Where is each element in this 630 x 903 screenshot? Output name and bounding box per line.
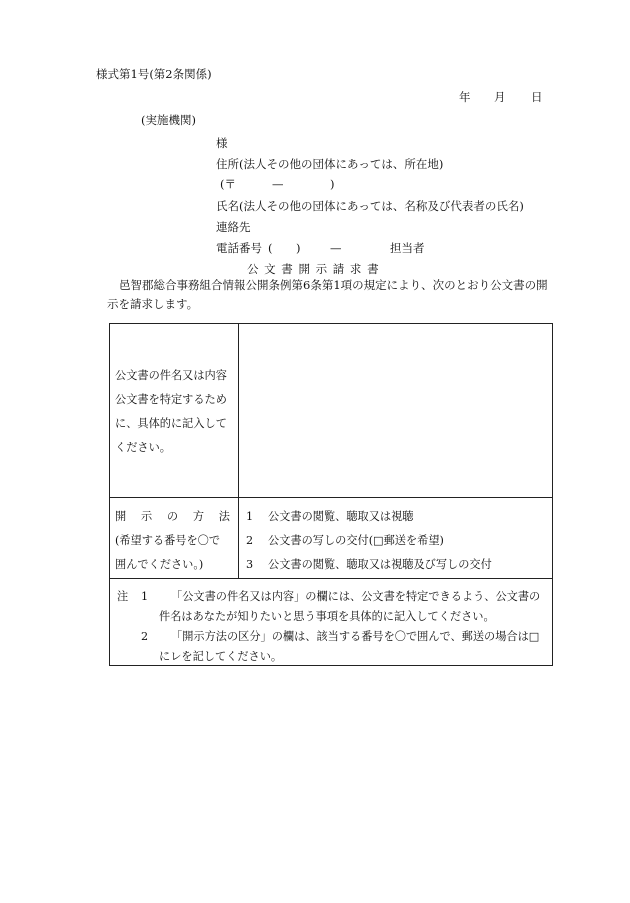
option-number: 2 [246,534,254,547]
note-item [117,627,546,647]
method-option[interactable] [246,553,548,577]
note-item [117,587,546,607]
intro-line-2: 示を請求します。 [107,297,199,311]
method-title-char: 示 [140,510,153,523]
method-row [110,498,553,579]
phone-open: ( [268,241,273,255]
notes-tag: 注 [117,590,129,603]
notes-row [110,579,553,666]
note-continuation: にレを記してください。 [159,650,283,663]
postal-close: ) [330,177,335,191]
form-number: 様式第1号(第2条関係) [96,67,212,81]
subject-label-line: ください。 [115,441,171,454]
method-option[interactable] [246,529,548,553]
method-label-title [115,505,234,529]
request-form-table [109,323,553,666]
method-label-cell [110,498,239,579]
subject-label-line: に、具体的に記入して [115,417,227,430]
person-in-charge-label: 担当者 [390,241,425,255]
subject-label-line: 公文書の件名又は内容 [115,369,227,382]
address-label: 住所(法人その他の団体にあっては、所在地) [216,157,444,171]
subject-label-line: 公文書を特定するため [115,393,227,406]
honorific-sama: 様 [216,136,228,150]
note-text: 「開示方法の区分」の欄は、該当する番号を〇で囲んで、郵送の場合は□ [171,630,540,643]
option-number: 3 [246,558,254,571]
name-label: 氏名(法人その他の団体にあっては、名称及び代表者の氏名) [216,199,524,213]
option-number: 1 [246,510,254,523]
method-options-cell [239,498,553,579]
method-option[interactable] [246,505,548,529]
subject-row [110,324,553,498]
note-number: 1 [141,590,149,603]
method-label-sub: 囲んでください。) [115,558,204,571]
note-number: 2 [141,630,149,643]
method-label-sub: (希望する番号を〇で [115,534,221,547]
phone-close: ) [296,241,301,255]
notes-cell [110,579,553,666]
agency-label: (実施機関) [141,113,196,127]
postal-dash: — [272,177,284,191]
date-year-label: 年 [459,90,471,104]
method-title-char: 方 [192,510,205,523]
document-title: 公 文 書 開 示 請 求 書 [247,262,380,276]
subject-input-cell[interactable] [239,324,553,498]
method-title-char: 開 [115,510,127,523]
phone-dash: — [330,241,342,255]
option-text: 公文書の閲覧、聴取又は視聴 [268,510,414,523]
option-text: 公文書の閲覧、聴取又は視聴及び写しの交付 [268,558,492,571]
note-continuation: 件名はあなたが知りたいと思う事項を具体的に記入してください。 [159,610,495,623]
date-month-label: 月 [494,90,506,104]
postal-open: (〒 [220,177,236,191]
option-text: 公文書の写しの交付(□郵送を希望) [268,534,444,547]
method-title-char: 法 [218,510,230,523]
method-title-char: の [166,510,179,523]
subject-label-cell [110,324,239,498]
phone-label: 電話番号 [216,241,262,255]
date-day-label: 日 [531,90,543,104]
intro-line-1: 邑智郡総合事務組合情報公開条例第6条第1項の規定により、次のとおり公文書の開 [119,278,548,292]
contact-label: 連絡先 [216,220,251,234]
intro-paragraph [107,276,569,314]
note-text: 「公文書の件名又は内容」の欄には、公文書を特定できるよう、公文書の [171,590,541,603]
